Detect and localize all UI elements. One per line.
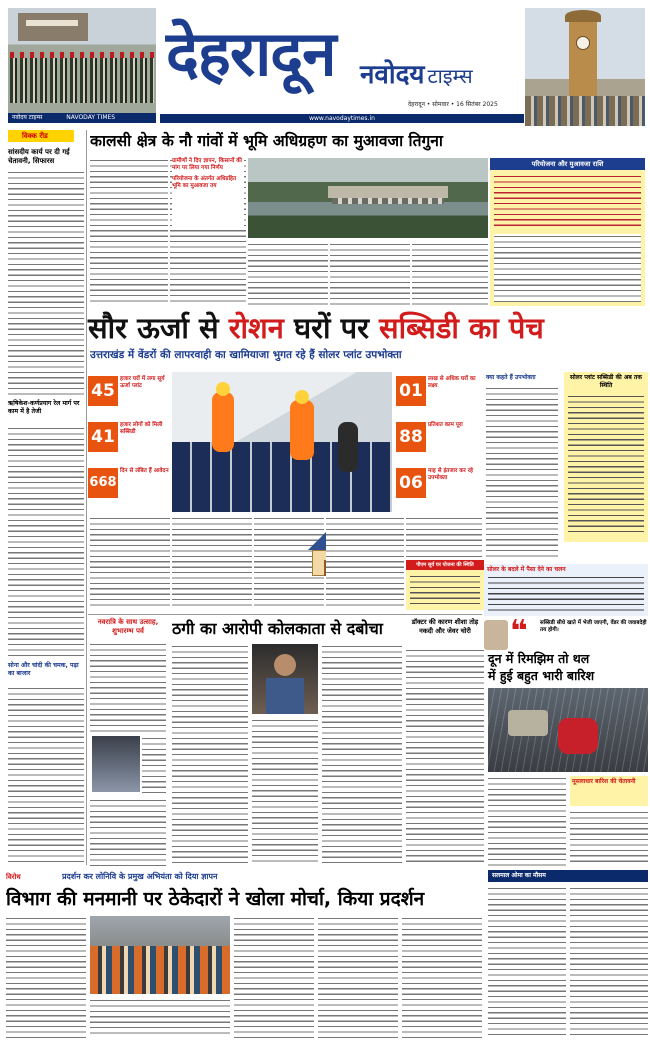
solar-divider <box>88 614 482 615</box>
solar-stat-6-text: माह से इंतजार कर रहे उपभोक्ता <box>428 468 473 481</box>
masthead-parade-photo <box>8 8 156 113</box>
solar-headline-a: सौर ऊर्जा से <box>88 311 219 345</box>
solar-headline <box>88 310 650 346</box>
left-column <box>6 130 86 870</box>
masthead-left-strip-text2: NAVODAY TIMES <box>66 114 116 121</box>
quote-icon: ❝ <box>510 614 528 649</box>
left-text-2 <box>8 426 84 656</box>
protest-kicker-bar <box>6 870 488 884</box>
solar-stat-5-text: प्रतिशत काम पूरा <box>428 422 463 428</box>
solar-stat-1 <box>88 372 170 412</box>
solar-stat-3 <box>88 464 170 504</box>
lead-headline: कालसी क्षेत्र के नौ गांवों में भूमि अधिग्रहण का मुआवजा तिगुना <box>90 132 443 150</box>
left-tag: विक्क रीड <box>8 130 74 142</box>
rain-box <box>570 776 648 806</box>
solar-stats-left <box>88 372 170 512</box>
left-headline-3: सोना और चांदी की चमक, पढ़ा का बाजार <box>8 662 79 677</box>
lead-side-points <box>172 158 244 228</box>
lead-side-b: परियोजना के अंतर्गत अधिग्रहित भूमि का मुआवजा तय <box>172 176 237 189</box>
masthead <box>0 0 650 130</box>
solar-installers-photo <box>172 372 392 512</box>
protest-headline: विभाग की मनमानी पर ठेकेदारों ने खोला मोर्चा, किया प्रदर्शन <box>6 888 425 910</box>
protest-text-3 <box>234 916 314 1038</box>
protest-text-1 <box>6 916 86 1038</box>
solar-text-1 <box>90 516 170 610</box>
left-headline-2: ऋषिकेश-कर्णप्रयाग रेल मार्ग पर काम में है तेजी <box>8 400 80 415</box>
rain-text-2 <box>570 810 648 866</box>
lead-dam-photo <box>248 158 488 238</box>
festival-column <box>90 618 166 868</box>
right-bottom-column <box>488 870 648 1040</box>
solar-stat-5 <box>396 418 482 458</box>
masthead-website-bar <box>160 114 524 123</box>
rain-headline <box>488 650 648 684</box>
crime-photo <box>252 644 318 714</box>
lead-box-text <box>494 174 641 230</box>
masthead-left-strip <box>8 113 156 123</box>
masthead-brand-suffix: टाइम्स <box>427 64 473 88</box>
solar-stat-5-num: 88 <box>396 422 426 452</box>
solar-stat-1-text: हजार घरों में लगा सूर्य ऊर्जा प्लांट <box>120 376 165 389</box>
crime-text-1 <box>172 644 248 866</box>
lead-box-title: परियोजना और मुआवजा राशि <box>490 158 645 170</box>
rain-photo <box>488 688 648 772</box>
solar-box-a-title: क्या कहते हैं उपभोक्ता <box>486 374 536 381</box>
masthead-website: www.navodaytimes.in <box>309 115 375 122</box>
solar-subheadline: उत्तराखंड में वेंडरों की लापरवाही का खामियाजा भुगत रहे हैं सोलर प्लांट उपभोक्ता <box>90 349 402 361</box>
solar-stat-4 <box>396 372 482 412</box>
left-text-1 <box>8 170 84 395</box>
solar-stat-4-text: लाख से अधिक घरों का लक्ष्य <box>428 376 476 389</box>
solar-map-tag: पीएम सूर्य घर योजना की स्थिति <box>406 560 484 570</box>
protest-text-4 <box>318 916 398 1038</box>
solar-stat-2-text: हजार लोगों को मिली सब्सिडी <box>120 422 163 435</box>
crime-side-headline: डॉक्टर की कारण शीशा तोड़ नकदी और जेवर चोरी <box>411 618 479 635</box>
lead-side-a: ग्रामीणों ने दिए ज्ञापन, किसानों की मांग पर लिया गया निर्णय <box>172 158 242 171</box>
solar-headline-b: रोशन <box>228 311 284 345</box>
crime-text-2 <box>252 718 318 866</box>
solar-quote-portrait <box>484 620 508 650</box>
solar-box-c <box>484 564 648 616</box>
masthead-brand <box>360 60 473 91</box>
protest-text-2 <box>90 998 230 1038</box>
festival-photo <box>92 736 140 792</box>
solar-text-5 <box>406 516 482 558</box>
solar-text-4 <box>326 516 404 610</box>
solar-box-b-title: सोलर प्लांट सब्सिडी की अब तक स्थिति <box>570 374 642 389</box>
lead-text-1 <box>90 158 168 306</box>
solar-stat-4-num: 01 <box>396 376 426 406</box>
solar-headline-d: सब्सिडी का पेच <box>379 311 544 345</box>
solar-text-2 <box>172 516 252 610</box>
masthead-left-strip-text: नवोदय टाइम्स <box>12 114 43 121</box>
rain-box-text: मूसलाधार बारिश की चेतावनी <box>572 778 636 785</box>
rain-tag: सलमाल ओमा का मौसम <box>488 870 648 882</box>
solar-box-b <box>564 372 648 542</box>
left-divider <box>86 130 87 865</box>
masthead-date: देहरादून • सोमवार • 16 सितंबर 2025 <box>408 101 498 108</box>
solar-stat-6 <box>396 464 482 504</box>
lead-text-4 <box>330 242 410 306</box>
solar-box-a <box>484 372 560 562</box>
masthead-clocktower-photo <box>525 8 645 126</box>
crime-headline: ठगी का आरोपी कोलकाता से दबोचा <box>172 619 383 638</box>
protest-tag: विरोध <box>6 873 21 881</box>
crime-side <box>406 618 484 866</box>
lead-text-3 <box>248 242 328 306</box>
protest-text-5 <box>402 916 482 1038</box>
crime-text-3 <box>322 644 402 866</box>
protest-photo <box>90 916 230 994</box>
solar-stat-6-num: 06 <box>396 468 426 498</box>
solar-stat-3-num: 668 <box>88 468 118 498</box>
solar-headline-c: घरों पर <box>293 311 369 345</box>
lead-text-5 <box>412 242 488 306</box>
solar-stats-right <box>396 372 482 512</box>
festival-headline: नवरात्रि के साथ उत्साह, शुभारम्भ पर्व <box>97 618 159 635</box>
solar-quote-text: सब्सिडी सीधे खाते में भेजी जाएगी, वेंडर की जवाबदेही तय होगी। <box>540 620 647 633</box>
rain-headline-b: में हुई बहुत भारी बारिश <box>488 668 595 683</box>
rain-headline-a: दून में रिमझिम तो थल <box>488 651 590 666</box>
solar-stat-2-num: 41 <box>88 422 118 452</box>
left-text-3 <box>8 686 84 866</box>
lead-box <box>490 158 645 306</box>
masthead-title: देहरादून <box>166 17 336 90</box>
rain-text-1 <box>488 776 566 866</box>
solar-stat-1-num: 45 <box>88 376 118 406</box>
protest-kicker: प्रदर्शन कर लोनिवि के प्रमुख अभियंता को दिया ज्ञापन <box>62 872 218 881</box>
solar-stat-2 <box>88 418 170 458</box>
left-headline-1: सांसदीय कार्य पर दी गई चेतावनी, सिफारस <box>8 148 70 165</box>
solar-stat-3-text: दिन से लंबित हैं आवेदन <box>120 468 169 474</box>
masthead-brand-text: नवोदय <box>360 60 425 90</box>
solar-box-c-title: सोलर के बदले में पैसा देने का चलन <box>487 566 566 573</box>
solar-map-box <box>406 560 484 610</box>
